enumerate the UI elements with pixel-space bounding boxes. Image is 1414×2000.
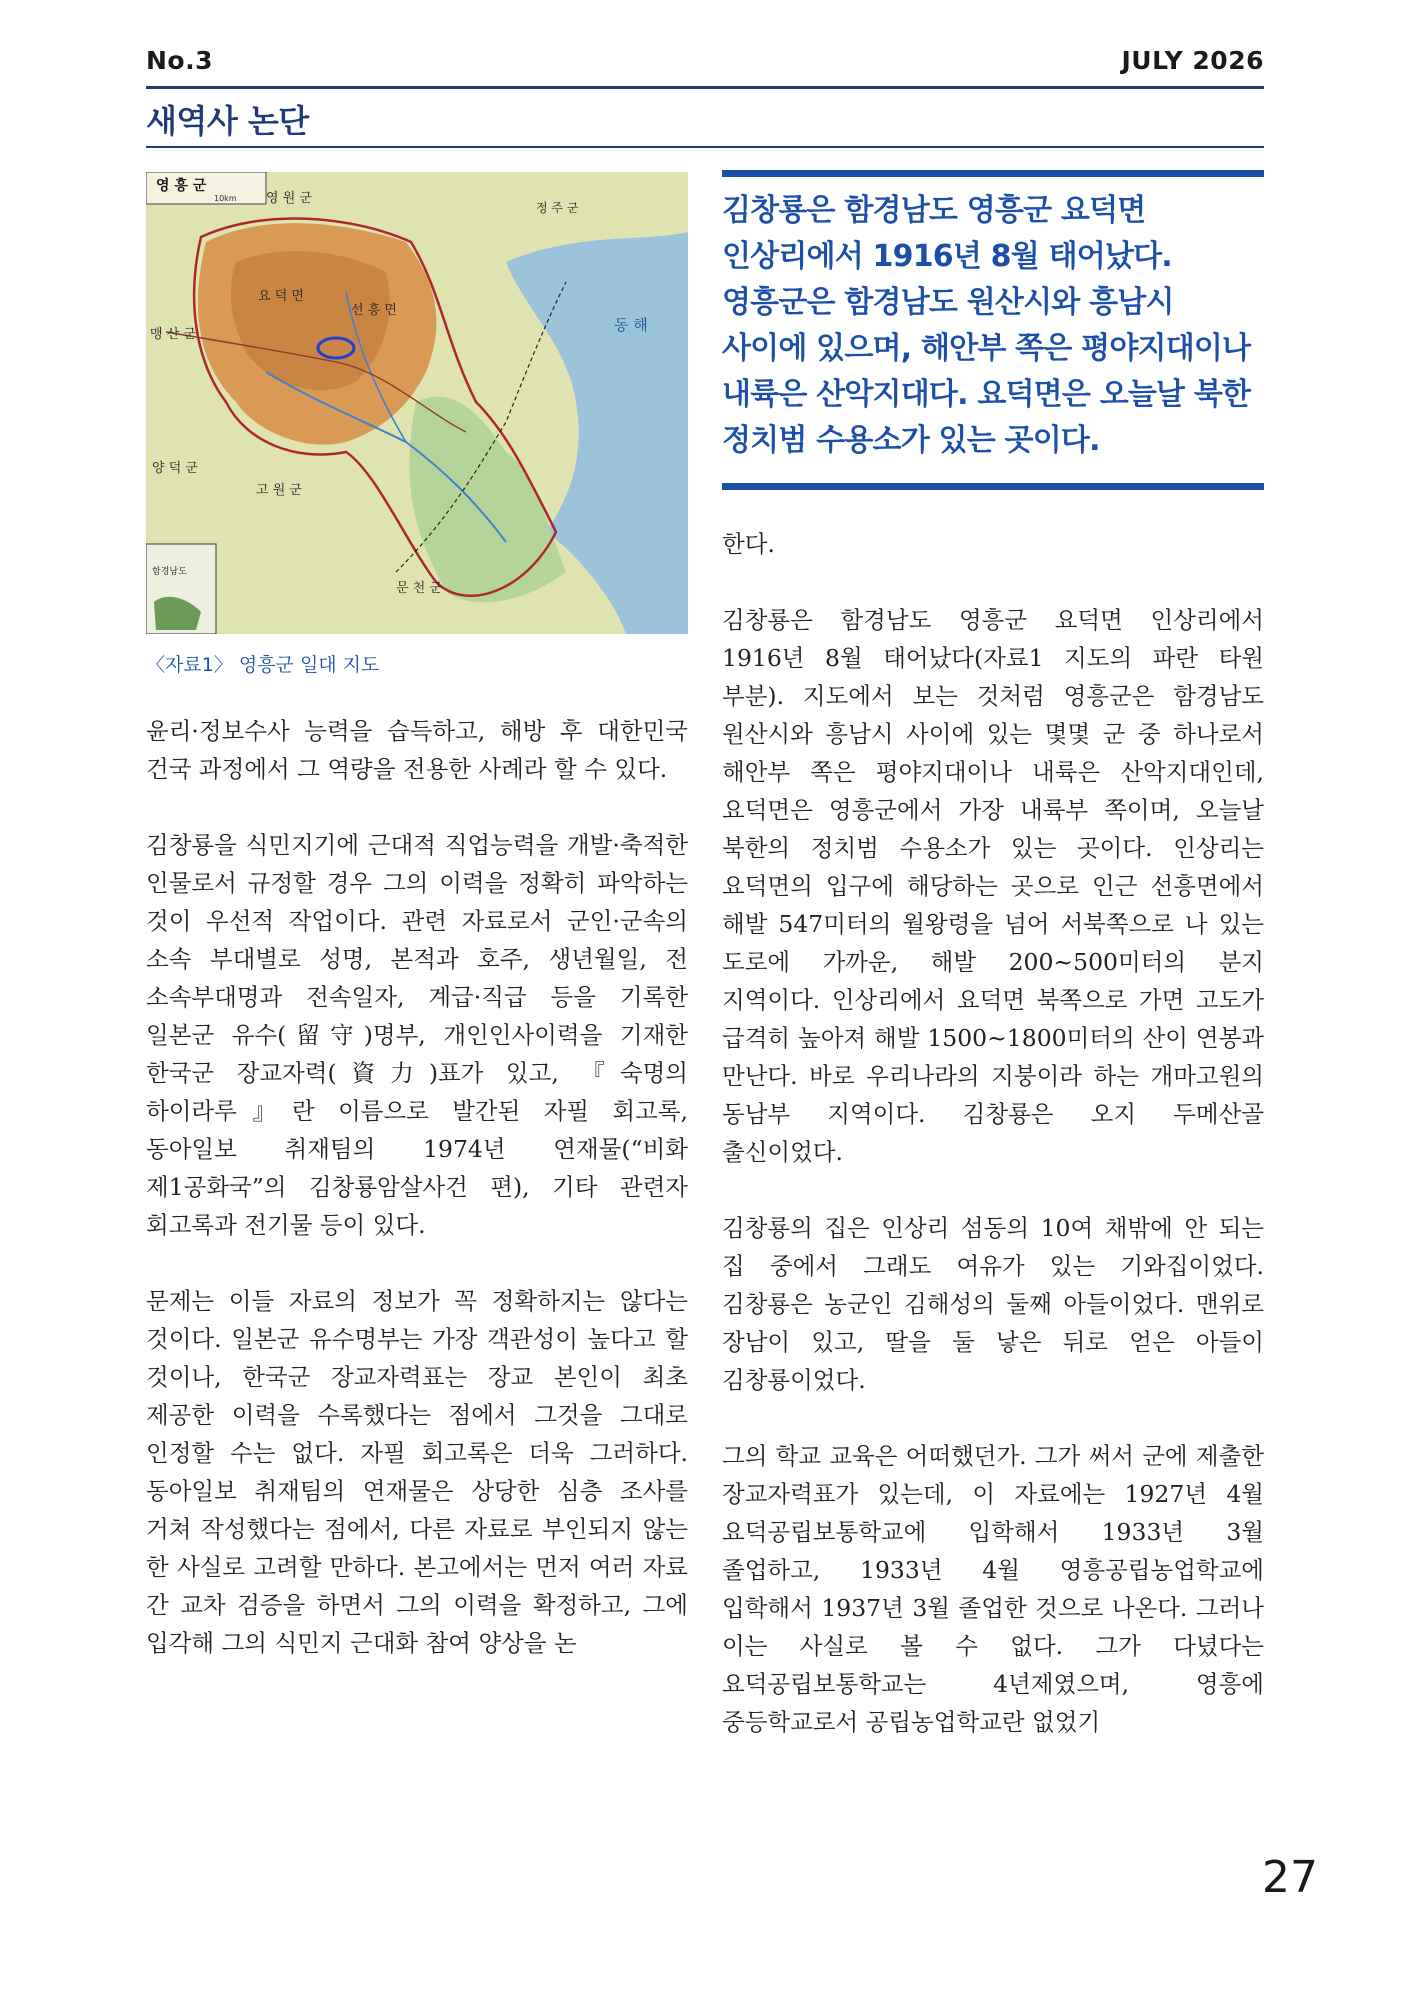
map-scale: 10km (214, 194, 237, 203)
map-label-sea: 동 해 (614, 316, 648, 334)
section-title: 새역사 논단 (146, 102, 309, 140)
map-figure (146, 172, 688, 634)
issue-number: No.3 (146, 46, 213, 75)
pull-quote-top-bar (722, 170, 1264, 177)
paragraph: 문제는 이들 자료의 정보가 꼭 정확하지는 않다는 것이다. 일본군 유수명부는 가장 객관성이 높다고 할 것이나, 한국군 장교자력표는 장교 본인이 최초 제공한 이력을 수록했다는 점에서 그것을 그대로 인정할 수는 없다. 자필 회고록은 더욱 그러하다. 동아일보 취재팀의 연재물은 상당한 심층 조사를 거쳐 작성했다는 점에서, 다른 자료로 부인되지 않는 한 사실로 고려할 만하다. 본고에서는 먼저 여러 자료 간 교차 검증을 하면서 그의 이력을 확정하고, 그에 입각해 그의 식민지 근대화 참여 양상을 논 (146, 1287, 688, 1657)
pull-quote (722, 170, 1264, 490)
map-label-jeongpyeong: 정 주 군 (536, 201, 579, 215)
map-title: 영 흥 군 (156, 178, 207, 194)
map-label-maengsan: 맹 산 군 (150, 327, 196, 342)
header-rule (146, 86, 1264, 89)
figure-caption: 〈자료1〉 영흥군 일대 지도 (146, 654, 380, 676)
right-column (722, 525, 1264, 1741)
paragraph: 김창룡의 집은 인상리 섬동의 10여 채밖에 안 되는 집 중에서 그래도 여유가 있는 기와집이었다. 김창룡은 농군인 김해성의 둘째 아들이었다. 맨위로 장남이 있고, 딸을 둘 낳은 뒤로 얻은 아들이 김창룡이었다. (722, 1214, 1264, 1394)
paragraph: 김창룡은 함경남도 영흥군 요덕면 인상리에서 1916년 8월 태어났다(자료1 지도의 파란 타원 부분). 지도에서 보는 것처럼 영흥군은 함경남도 원산시와 흥남시 사이에 있는 몇몇 군 중 하나로서 해안부 쪽은 평야지대이나 내륙은 산악지대인데, 요덕면은 영흥군에서 가장 내륙부 쪽이며, 오늘날 북한의 정치범 수용소가 있는 곳이다. 인상리는 요덕면의 입구에 해당하는 곳으로 인근 선흥면에서 해발 547미터의 월왕령을 넘어 서북쪽으로 나 있는 도로에 가까운, 해발 200~500미터의 분지 지역이다. 인상리에서 요덕면 북쪽으로 가면 고도가 급격히 높아져 해발 1500~1800미터의 산이 연봉과 만난다. 바로 우리나라의 지붕이라 하는 개마고원의 동남부 지역이다. 김창룡은 오지 두메산골 출신이었다. (722, 606, 1264, 1166)
map-label-gowon: 고 원 군 (256, 483, 302, 498)
paragraph: 윤리·정보수사 능력을 습득하고, 해방 후 대한민국 건국 과정에서 그 역량을 전용한 사례라 할 수 있다. (146, 717, 688, 783)
map-label-inset: 함경남도 (152, 567, 187, 577)
page-number: 27 (1262, 1852, 1318, 1903)
map-label-yangdeok: 양 덕 군 (152, 461, 198, 476)
map-label-seonheung: 선 흥 면 (351, 303, 397, 318)
map-label-munchon: 문 천 군 (396, 581, 442, 596)
yeongheung-map (146, 172, 688, 634)
paragraph: 김창룡을 식민지기에 근대적 직업능력을 개발·축적한 인물로서 규정할 경우 그의 이력을 정확히 파악하는 것이 우선적 작업이다. 관련 자료로서 군인·군속의 소속 부대별로 성명, 본적과 호주, 생년월일, 전 소속부대명과 전속일자, 계급·직급 등을 기록한 일본군 유수(留守)명부, 개인인사이력을 기재한 한국군 장교자력(資力)표가 있고, 『숙명의 하이라루』란 이름으로 발간된 자필 회고록, 동아일보 취재팀의 1974년 연재물(“비화 제1공화국”의 김창룡암살사건 편), 기타 관련자 회고록과 전기물 등이 있다. (146, 831, 688, 1239)
pull-quote-text: 김창룡은 함경남도 영흥군 요덕면 인상리에서 1916년 8월 태어났다. 영흥군은 함경남도 원산시와 흥남시 사이에 있으며, 해안부 쪽은 평야지대이나 내륙은 산악지대다. 요덕면은 오늘날 북한 정치범 수용소가 있는 곳이다. (722, 193, 1251, 458)
pull-quote-bottom-bar (722, 483, 1264, 490)
map-label-yodeok: 요 덕 면 (258, 289, 304, 304)
paragraph: 그의 학교 교육은 어떠했던가. 그가 써서 군에 제출한 장교자력표가 있는데, 이 자료에는 1927년 4월 요덕공립보통학교에 입학해서 1933년 3월 졸업하고, 1933년 4월 영흥공립농업학교에 입학해서 1937년 3월 졸업한 것으로 나온다. 그러나 이는 사실로 볼 수 없다. 그가 다녔다는 요덕공립보통학교는 4년제였으며, 영흥에 중등학교로서 공립농업학교란 없었기 (722, 1442, 1264, 1736)
map-label-yeongwon: 영 원 군 (266, 191, 312, 206)
paragraph: 한다. (722, 530, 775, 558)
left-column (146, 712, 688, 1662)
issue-date: JULY 2026 (1121, 46, 1264, 75)
section-rule (146, 146, 1264, 148)
